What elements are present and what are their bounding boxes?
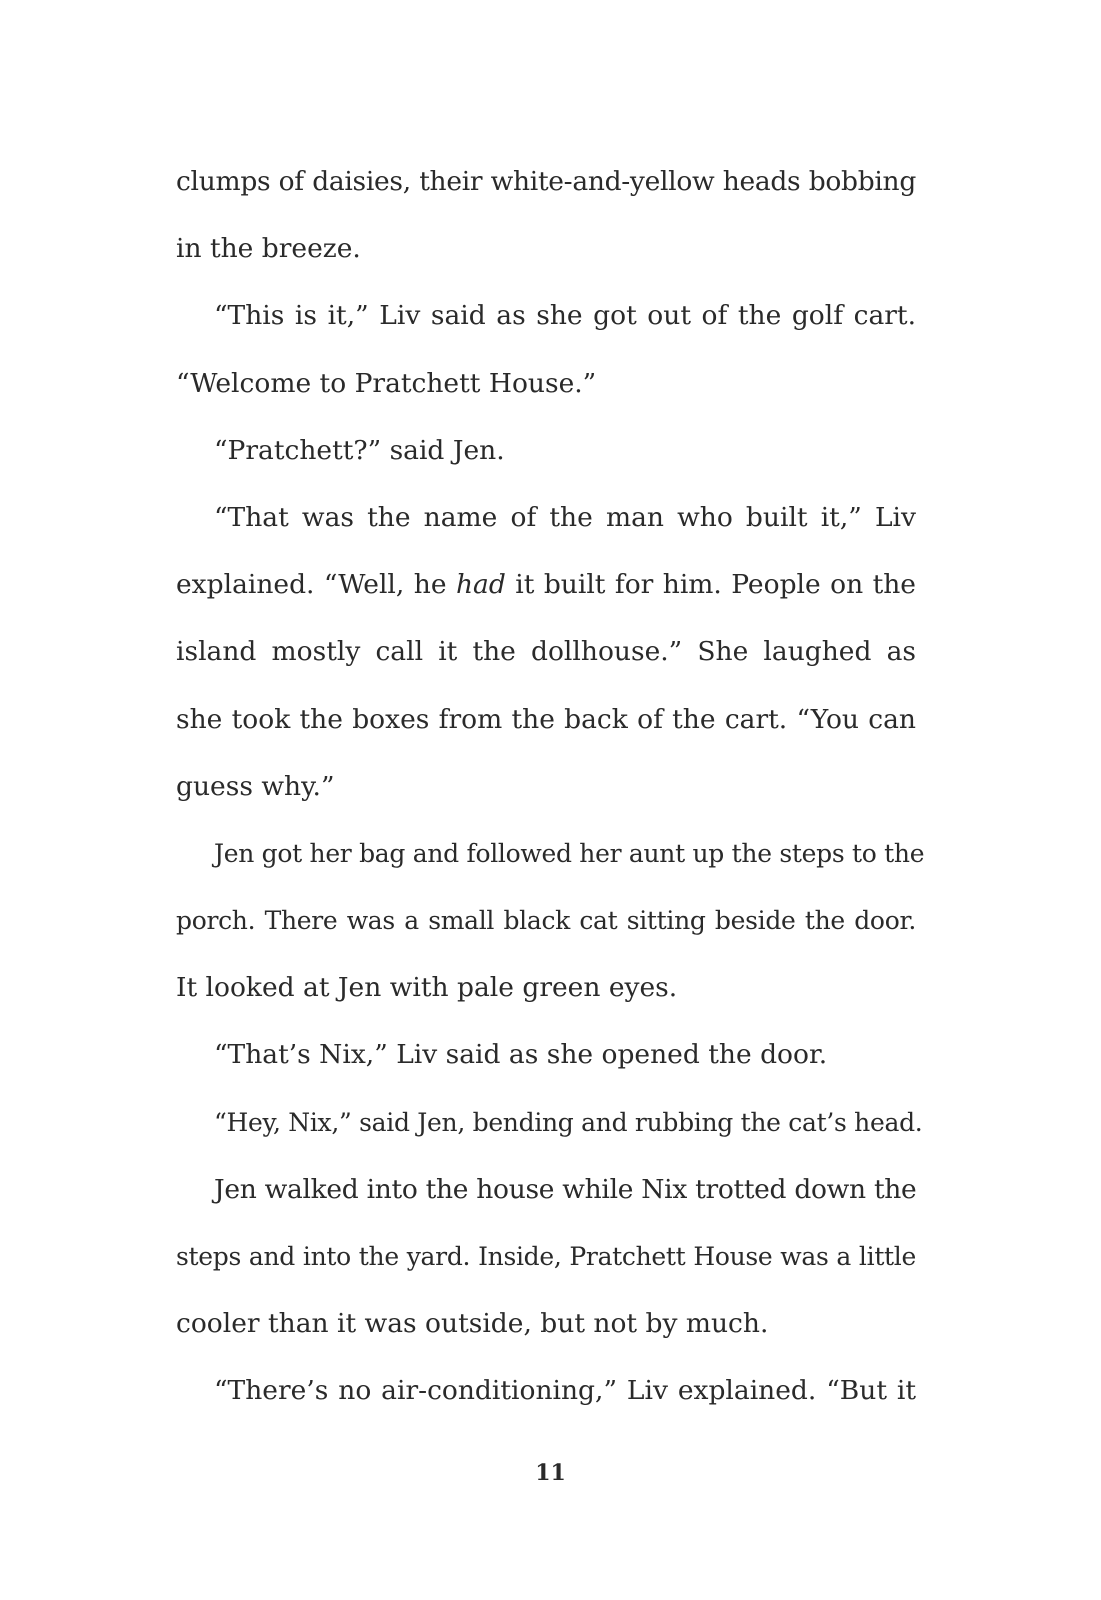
text-line: “Welcome to Pratchett House.” <box>176 367 597 399</box>
text-line: “Pratchett?” said Jen. <box>214 434 505 466</box>
text-line: island mostly call it the dollhouse.” She laughed as <box>176 636 916 668</box>
text-run: explained. “Well, he <box>176 569 456 601</box>
text-line: “Hey, Nix,” said Jen, bending and rubbing the cat’s head. <box>214 1107 923 1137</box>
text-line <box>176 565 916 632</box>
text-line: cooler than it was outside, but not by much. <box>176 1308 769 1340</box>
emphasized-word: had <box>455 569 506 601</box>
text-line: guess why.” <box>176 770 335 802</box>
text-line: It looked at Jen with pale green eyes. <box>176 972 678 1004</box>
text-line: she took the boxes from the back of the cart. “You can <box>176 703 916 735</box>
text-line: steps and into the yard. Inside, Pratchett House was a little <box>176 1242 916 1271</box>
text-line: “There’s no air-conditioning,” Liv explained. “But it <box>214 1375 916 1407</box>
text-line: “This is it,” Liv said as she got out of the golf cart. <box>214 300 916 332</box>
text-line: clumps of daisies, their white-and-yellow heads bobbing <box>176 166 916 197</box>
page-number: 11 <box>535 1460 566 1486</box>
text-line: “That’s Nix,” Liv said as she opened the door. <box>214 1039 828 1071</box>
text-line: porch. There was a small black cat sitting beside the door. <box>176 906 916 936</box>
body-text <box>176 162 925 1439</box>
text-line: in the breeze. <box>176 233 361 265</box>
text-run: it built for him. People on the <box>505 569 916 601</box>
text-line: Jen walked into the house while Nix trotted down the <box>214 1173 917 1205</box>
text-line: “That was the name of the man who built it,” Liv <box>214 501 916 533</box>
text-line: Jen got her bag and followed her aunt up the steps to the <box>214 838 925 868</box>
